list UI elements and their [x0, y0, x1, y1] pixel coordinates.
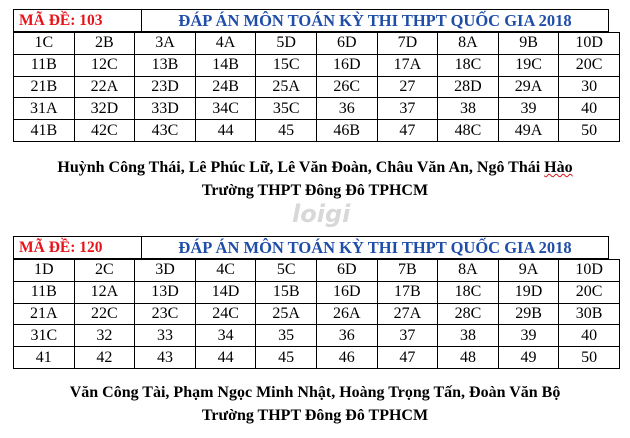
answer-cell: 19C — [498, 54, 559, 76]
answer-cell: 24C — [195, 303, 256, 325]
answer-cell: 29A — [498, 76, 559, 98]
answer-cell: 46 — [316, 347, 377, 369]
answer-cell: 5D — [256, 33, 317, 55]
answer-cell: 15C — [256, 54, 317, 76]
answer-row — [14, 303, 620, 325]
answer-cell: 33D — [135, 98, 196, 120]
answer-cell: 26A — [316, 303, 377, 325]
answer-table — [13, 32, 620, 142]
authors-line — [0, 383, 630, 403]
answer-cell: 20C — [559, 54, 620, 76]
answer-row — [14, 76, 620, 98]
answer-cell: 32 — [74, 325, 135, 347]
answer-cell: 25A — [256, 76, 317, 98]
answer-cell: 15B — [256, 281, 317, 303]
authors-line — [0, 158, 630, 178]
answer-cell: 44 — [195, 120, 256, 142]
answer-cell: 42 — [74, 347, 135, 369]
answer-cell: 33 — [135, 325, 196, 347]
answer-cell: 1C — [14, 33, 75, 55]
answer-cell: 21A — [14, 303, 75, 325]
answer-row — [14, 347, 620, 369]
exam-code-value: 103 — [79, 12, 103, 29]
answer-cell: 34 — [195, 325, 256, 347]
answer-cell: 49A — [498, 120, 559, 142]
answer-cell: 41B — [14, 120, 75, 142]
answer-cell: 18C — [438, 281, 499, 303]
answer-cell: 50 — [559, 120, 620, 142]
answer-block-120 — [0, 236, 630, 424]
answer-title: ĐÁP ÁN MÔN TOÁN KỲ THI THPT QUỐC GIA 2018 — [142, 9, 609, 32]
answer-cell: 46B — [316, 120, 377, 142]
answer-cell: 7D — [377, 33, 438, 55]
answer-cell: 23C — [135, 303, 196, 325]
exam-code-value: 120 — [79, 239, 103, 256]
watermark-logo: loigi — [292, 200, 351, 228]
answer-cell: 28C — [438, 303, 499, 325]
answer-row — [14, 98, 620, 120]
answer-cell: 32D — [74, 98, 135, 120]
answer-cell: 19D — [498, 281, 559, 303]
answer-cell: 22A — [74, 76, 135, 98]
answer-cell: 21B — [14, 76, 75, 98]
answer-cell: 8A — [438, 260, 499, 282]
answer-cell: 50 — [559, 347, 620, 369]
answer-cell: 10D — [559, 33, 620, 55]
answer-cell: 16D — [316, 54, 377, 76]
answer-cell: 40 — [559, 98, 620, 120]
answer-cell: 28D — [438, 76, 499, 98]
answer-row — [14, 260, 620, 282]
exam-code-label: MÃ ĐỀ: — [19, 12, 76, 29]
answer-cell: 6D — [316, 260, 377, 282]
answer-cell: 35 — [256, 325, 317, 347]
answer-cell: 12C — [74, 54, 135, 76]
answer-cell: 16D — [316, 281, 377, 303]
answer-table — [13, 259, 620, 369]
answer-cell: 14D — [195, 281, 256, 303]
answer-cell: 3D — [135, 260, 196, 282]
answer-cell: 13B — [135, 54, 196, 76]
answer-cell: 38 — [438, 98, 499, 120]
answer-cell: 2C — [74, 260, 135, 282]
answer-cell: 29B — [498, 303, 559, 325]
answer-cell: 7B — [377, 260, 438, 282]
answer-cell: 5C — [256, 260, 317, 282]
answer-cell: 49 — [498, 347, 559, 369]
answer-row — [14, 325, 620, 347]
answer-cell: 31A — [14, 98, 75, 120]
answer-cell: 9A — [498, 260, 559, 282]
answer-cell: 30B — [559, 303, 620, 325]
school-name: Trường THPT Đông Đô TPHCM — [201, 407, 429, 424]
answer-cell: 13D — [135, 281, 196, 303]
answer-cell: 31C — [14, 325, 75, 347]
answer-cell: 40 — [559, 325, 620, 347]
answer-cell: 22C — [74, 303, 135, 325]
answer-block-103 — [0, 9, 630, 199]
answer-cell: 1D — [14, 260, 75, 282]
answer-cell: 10D — [559, 260, 620, 282]
answer-cell: 18C — [438, 54, 499, 76]
answer-cell: 45 — [256, 120, 317, 142]
exam-code — [13, 236, 142, 259]
answer-cell: 48 — [438, 347, 499, 369]
school-name: Trường THPT Đông Đô TPHCM — [201, 182, 429, 199]
answer-cell: 37 — [377, 98, 438, 120]
answer-cell: 4A — [195, 33, 256, 55]
answer-cell: 30 — [559, 76, 620, 98]
answer-header — [0, 9, 630, 33]
answer-cell: 36 — [316, 325, 377, 347]
answer-cell: 14B — [195, 54, 256, 76]
answer-cell: 47 — [377, 347, 438, 369]
answer-cell: 47 — [377, 120, 438, 142]
answer-cell: 37 — [377, 325, 438, 347]
answer-cell: 41 — [14, 347, 75, 369]
answer-cell: 35C — [256, 98, 317, 120]
answer-cell: 17A — [377, 54, 438, 76]
answer-row — [14, 120, 620, 142]
answer-title: ĐÁP ÁN MÔN TOÁN KỲ THI THPT QUỐC GIA 2018 — [142, 236, 609, 259]
answer-cell: 24B — [195, 76, 256, 98]
answer-row — [14, 33, 620, 55]
exam-code-label: MÃ ĐỀ: — [19, 239, 76, 256]
answer-cell: 17B — [377, 281, 438, 303]
answer-cell: 27A — [377, 303, 438, 325]
answer-cell: 25A — [256, 303, 317, 325]
answer-cell: 36 — [316, 98, 377, 120]
authors-text-last: Hào — [544, 159, 573, 176]
answer-cell: 43 — [135, 347, 196, 369]
answer-cell: 38 — [438, 325, 499, 347]
answer-cell: 11B — [14, 281, 75, 303]
answer-cell: 39 — [498, 98, 559, 120]
answer-cell: 20C — [559, 281, 620, 303]
authors-text: Văn Công Tài, Phạm Ngọc Minh Nhật, Hoàng Trọng Tấn, Đoàn Văn Bộ — [69, 384, 561, 401]
answer-cell: 3A — [135, 33, 196, 55]
authors-text: Huỳnh Công Thái, Lê Phúc Lữ, Lê Văn Đoàn, Châu Văn An, Ngô Thái — [57, 159, 541, 176]
answer-cell: 34C — [195, 98, 256, 120]
answer-row — [14, 281, 620, 303]
answer-cell: 44 — [195, 347, 256, 369]
answer-cell: 39 — [498, 325, 559, 347]
answer-cell: 48C — [438, 120, 499, 142]
answer-cell: 6D — [316, 33, 377, 55]
answer-cell: 4C — [195, 260, 256, 282]
exam-code — [13, 9, 142, 32]
answer-cell: 8A — [438, 33, 499, 55]
answer-cell: 45 — [256, 347, 317, 369]
answer-cell: 42C — [74, 120, 135, 142]
answer-cell: 11B — [14, 54, 75, 76]
answer-cell: 12A — [74, 281, 135, 303]
answer-cell: 27 — [377, 76, 438, 98]
answer-cell: 23D — [135, 76, 196, 98]
answer-cell: 9B — [498, 33, 559, 55]
answer-cell: 26C — [316, 76, 377, 98]
answer-cell: 43C — [135, 120, 196, 142]
answer-row — [14, 54, 620, 76]
answer-cell: 2B — [74, 33, 135, 55]
answer-header — [0, 236, 630, 260]
